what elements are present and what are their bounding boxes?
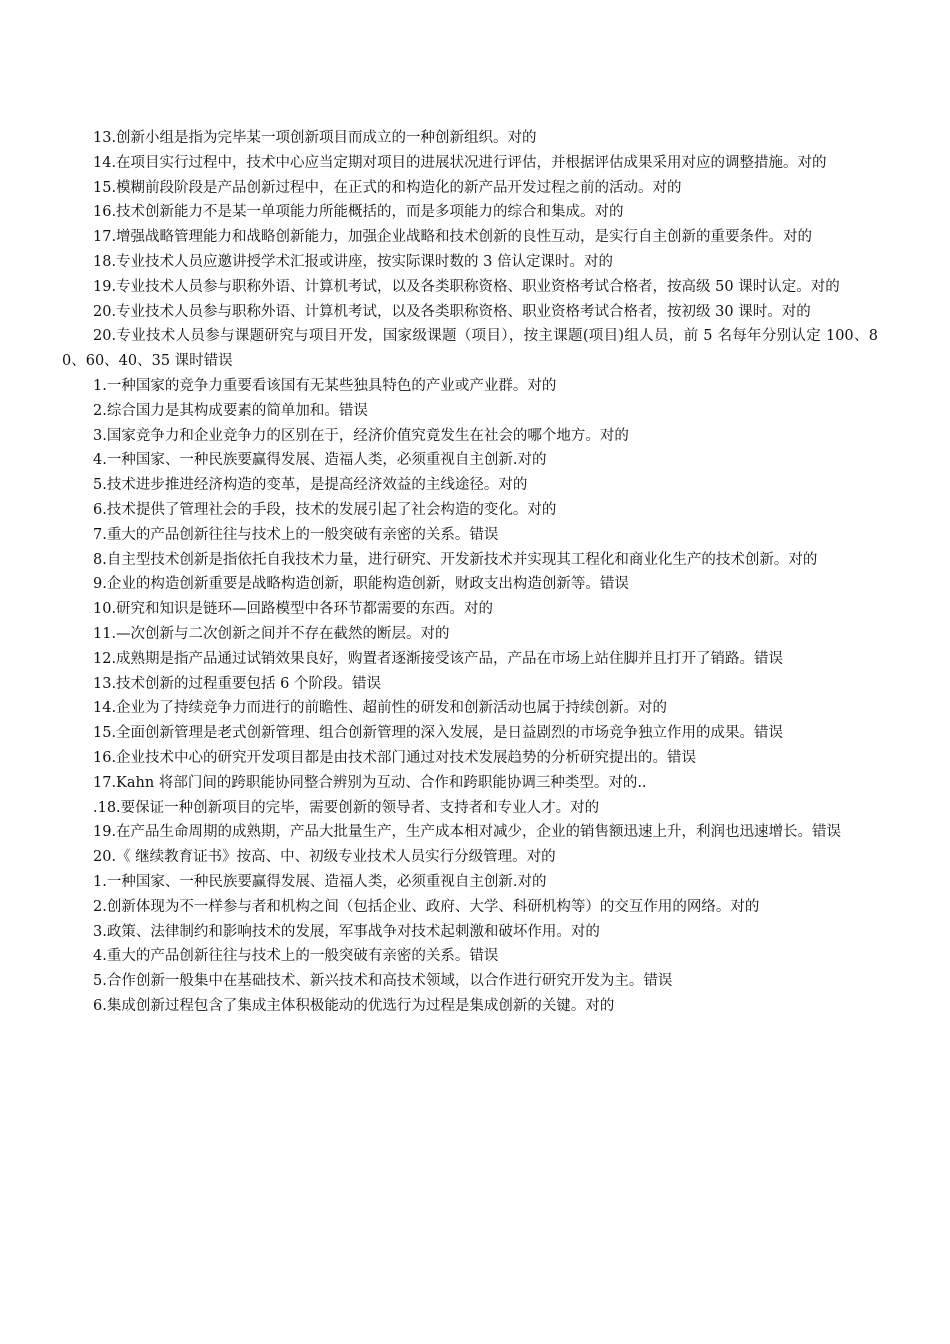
paragraph: 20.《 继续教育证书》按高、中、初级专业技术人员实行分级管理。对的 xyxy=(93,849,556,866)
paragraph: 4.一种国家、一种民族要赢得发展、造福人类，必须重视自主创新.对的 xyxy=(93,452,547,469)
paragraph: 1.一种国家的竞争力重要看该国有无某些独具特色的产业或产业群。对的 xyxy=(93,377,557,394)
paragraph: 10.研究和知识是链环—回路模型中各环节都需要的东西。对的 xyxy=(93,601,494,618)
paragraph: 19.专业技术人员参与职称外语、计算机考试，以及各类职称资格、职业资格考试合格者，按高级 50 课时认定。对的 xyxy=(93,278,840,295)
document-body xyxy=(62,126,878,1019)
paragraph: 18.专业技术人员应邀讲授学术汇报或讲座，按实际课时数的 3 倍认定课时。对的 xyxy=(93,253,614,270)
paragraph: 2.综合国力是其构成要素的简单加和。错误 xyxy=(93,402,368,419)
paragraph: 16.企业技术中心的研究开发项目都是由技术部门通过对技术发展趋势的分析研究提出的。错误 xyxy=(93,749,697,766)
paragraph: 20.专业技术人员参与职称外语、计算机考试，以及各类职称资格、职业资格考试合格者，按初级 30 课时。对的 xyxy=(93,303,811,320)
paragraph: 11.—次创新与二次创新之间并不存在截然的断层。对的 xyxy=(93,625,450,642)
paragraph: 6.技术提供了管理社会的手段，技术的发展引起了社会构造的变化。对的 xyxy=(93,501,557,518)
paragraph: 4.重大的产品创新往往与技术上的一般突破有亲密的关系。错误 xyxy=(93,948,499,965)
paragraph: 17.增强战略管理能力和战略创新能力，加强企业战略和技术创新的良性互动，是实行自主创新的重要条件。对的 xyxy=(93,229,813,246)
paragraph: 1.一种国家、一种民族要赢得发展、造福人类，必须重视自主创新.对的 xyxy=(93,873,547,890)
paragraph: 3.国家竞争力和企业竞争力的区别在于，经济价值究竟发生在社会的哪个地方。对的 xyxy=(93,427,629,444)
paragraph: 13.技术创新的过程重要包括 6 个阶段。错误 xyxy=(93,675,382,692)
paragraph: 13.创新小组是指为完毕某一项创新项目而成立的一种创新组织。对的 xyxy=(93,130,537,146)
paragraph: 6.集成创新过程包含了集成主体积极能动的优选行为过程是集成创新的关键。对的 xyxy=(93,997,615,1014)
paragraph: 5.合作创新一般集中在基础技术、新兴技术和高技术领域，以合作进行研究开发为主。错误 xyxy=(93,973,673,990)
paragraph: 2.创新体现为不一样参与者和机构之间（包括企业、政府、大学、科研机构等）的交互作用的网络。对的 xyxy=(93,898,760,915)
paragraph: 14.在项目实行过程中，技术中心应当定期对项目的进展状况进行评估，并根据评估成果采用对应的调整措施。对的 xyxy=(93,154,827,171)
paragraph: 14.企业为了持续竞争力而进行的前瞻性、超前性的研发和创新活动也属于持续创新。对的 xyxy=(93,700,668,717)
paragraph: 19.在产品生命周期的成熟期，产品大批量生产，生产成本相对减少，企业的销售额迅速上升，利润也迅速增长。错误 xyxy=(93,824,842,841)
paragraph: 5.技术进步推进经济构造的变革，是提高经济效益的主线途径。对的 xyxy=(93,477,528,494)
paragraph: 20.专业技术人员参与课题研究与项目开发，国家级课题（项目），按主课题(项目)组人员，前 5 名每年分别认定 100、80、60、40、35 课时错误 xyxy=(62,328,878,370)
paragraph: 16.技术创新能力不是某一单项能力所能概括的，而是多项能力的综合和集成。对的 xyxy=(93,204,624,221)
paragraph: 15.全面创新管理是老式创新管理、组合创新管理的深入发展，是日益剧烈的市场竞争独立作用的成果。错误 xyxy=(93,725,784,742)
paragraph: .18.要保证一种创新项目的完毕，需要创新的领导者、支持者和专业人才。对的 xyxy=(93,799,600,816)
paragraph: 3.政策、法律制约和影响技术的发展，军事战争对技术起刺激和破坏作用。对的 xyxy=(93,923,600,940)
paragraph: 15.模糊前段阶段是产品创新过程中，在正式的和构造化的新产品开发过程之前的活动。对的 xyxy=(93,179,682,196)
paragraph: 8.自主型技术创新是指依托自我技术力量，进行研究、开发新技术并实现其工程化和商业化生产的技术创新。对的 xyxy=(93,551,818,568)
paragraph: 7.重大的产品创新往往与技术上的一般突破有亲密的关系。错误 xyxy=(93,526,499,543)
paragraph: 17.Kahn 将部门间的跨职能协同整合辨别为互动、合作和跨职能协调三种类型。对的.. xyxy=(93,774,647,791)
paragraph: 12.成熟期是指产品通过试销效果良好，购置者逐渐接受该产品，产品在市场上站住脚并且打开了销路。错误 xyxy=(93,650,784,667)
paragraph: 9.企业的构造创新重要是战略构造创新，职能构造创新，财政支出构造创新等。错误 xyxy=(93,576,629,593)
